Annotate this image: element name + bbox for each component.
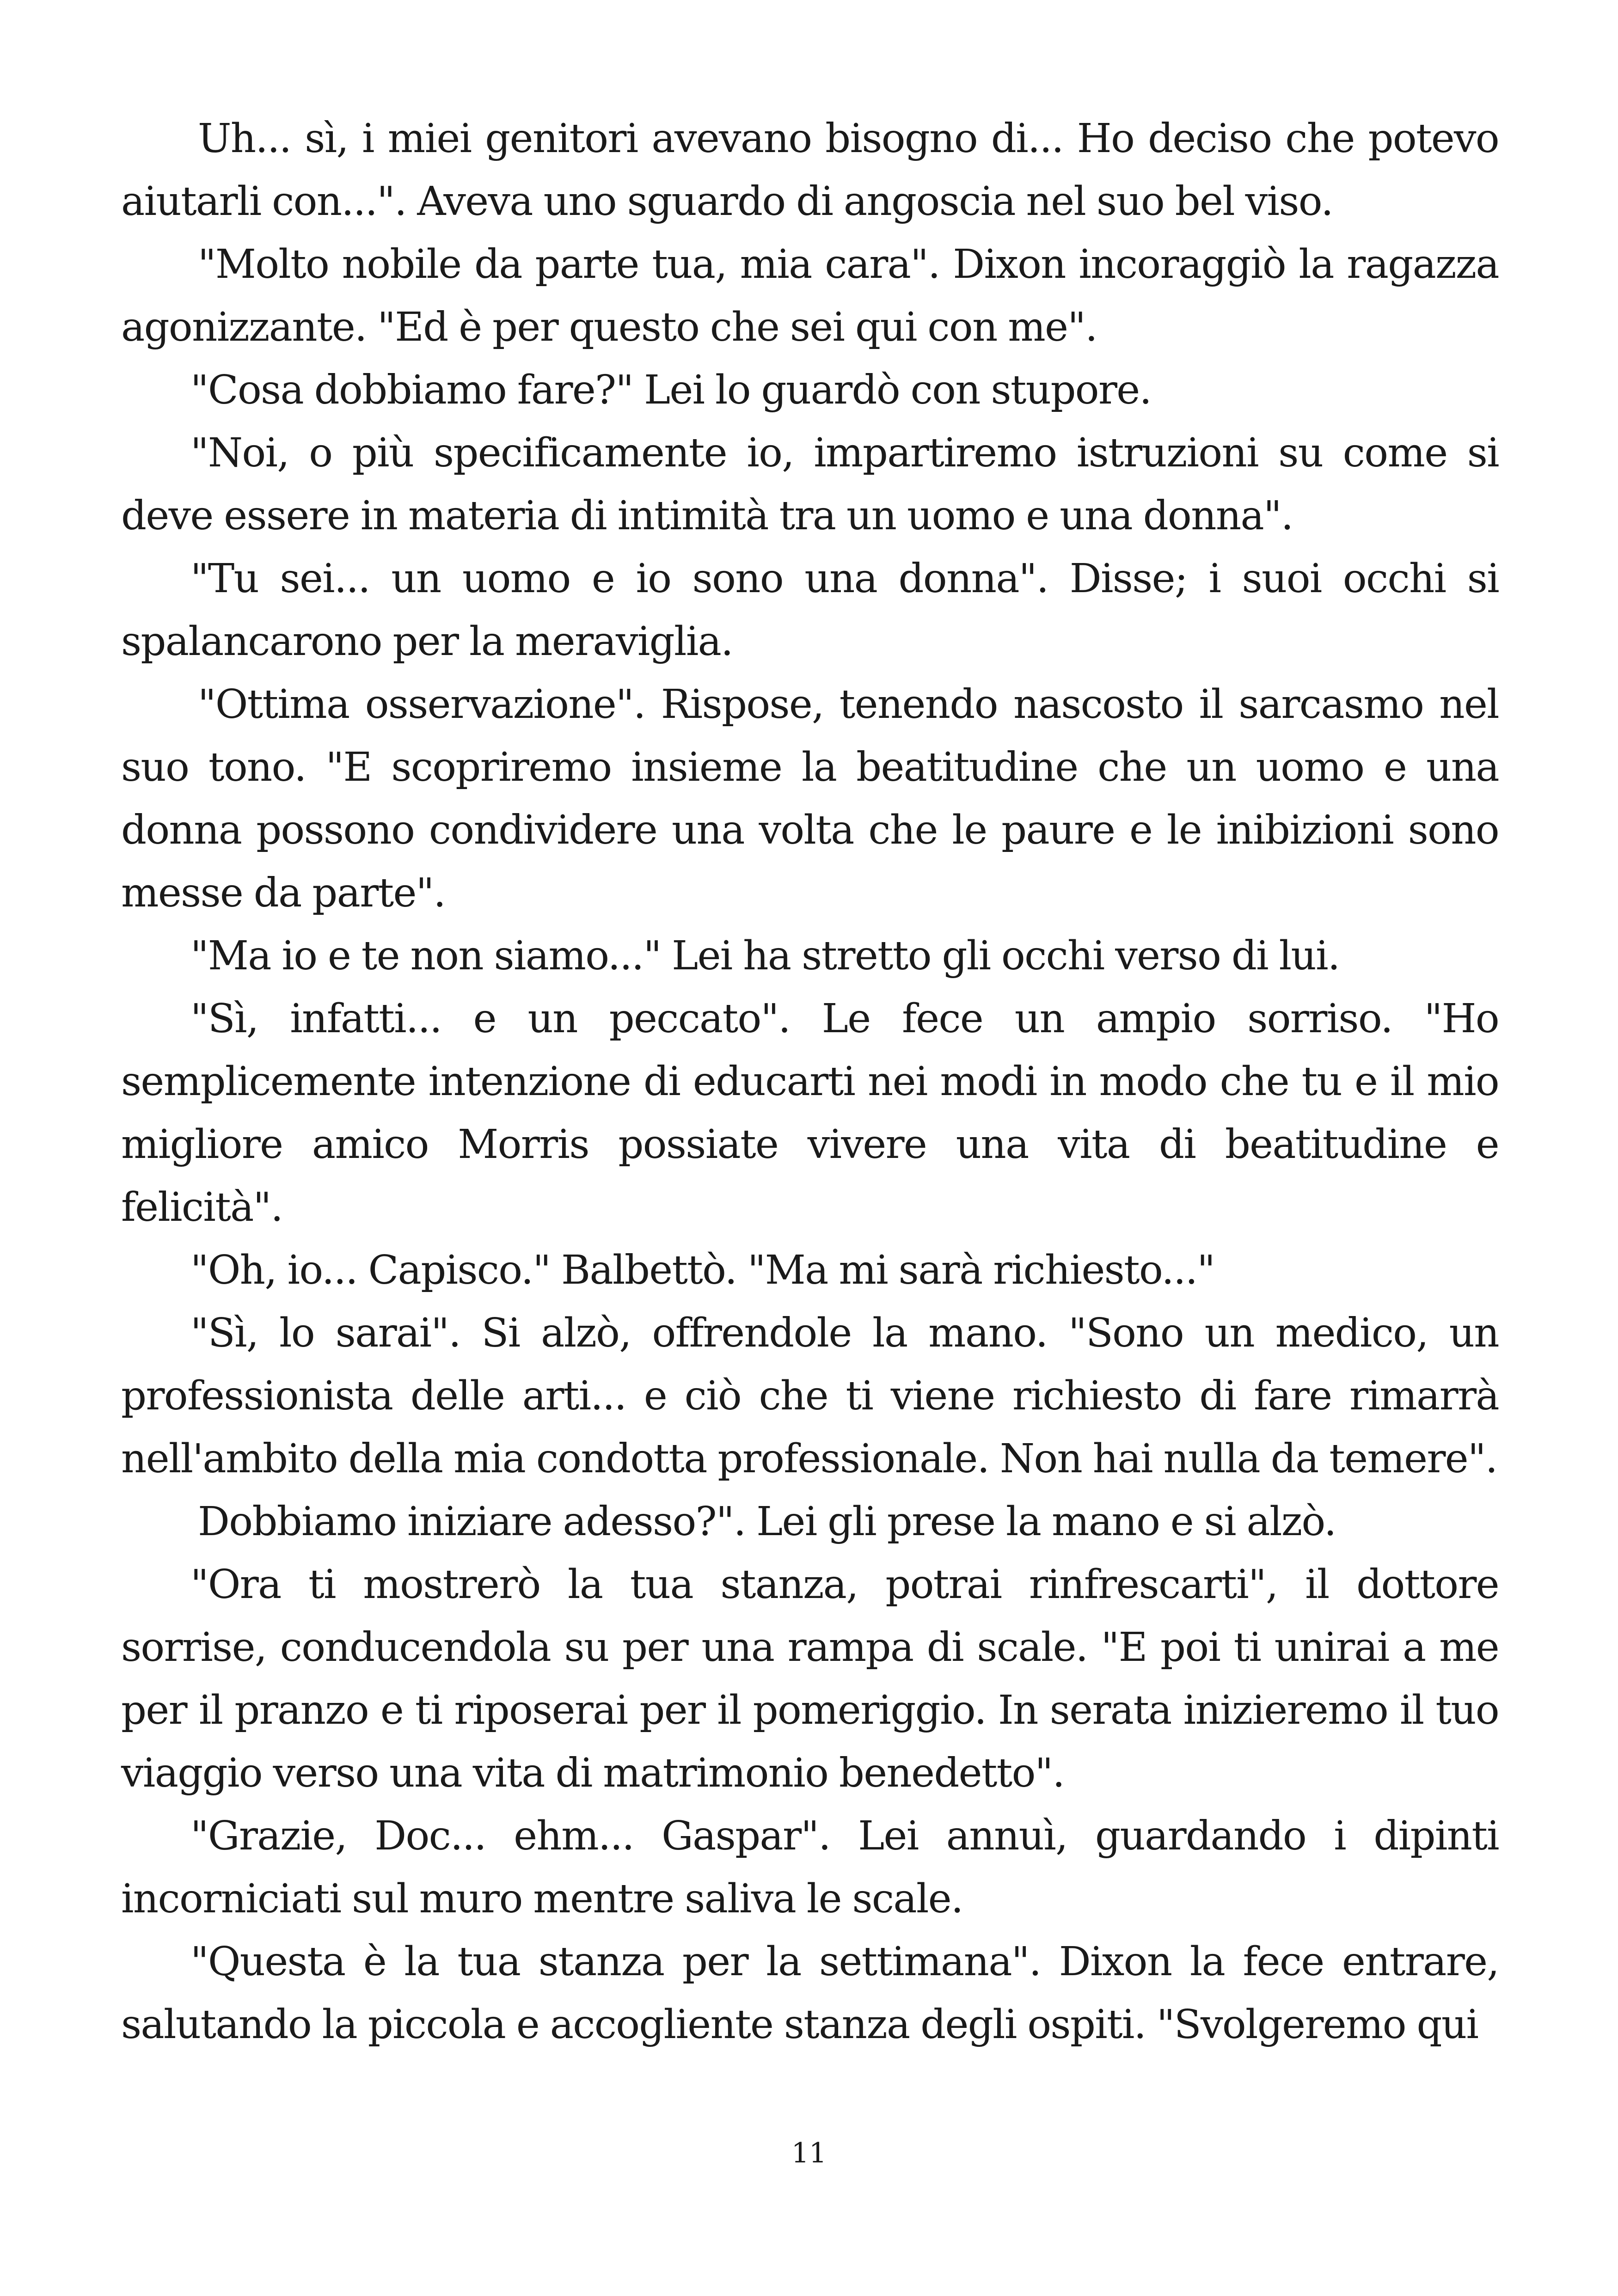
paragraph: "Noi, o più specificamente io, impartiremo istruzioni su come si deve essere in materia di intimità tra un uomo e una donna". <box>121 430 1499 539</box>
paragraph: "Ma io e te non siamo..." Lei ha stretto gli occhi verso di lui. <box>190 933 1340 979</box>
paragraph: "Cosa dobbiamo fare?" Lei lo guardò con stupore. <box>190 367 1152 413</box>
page-number: 11 <box>791 2137 827 2169</box>
paragraph: "Tu sei... un uomo e io sono una donna". Disse; i suoi occhi si spalancarono per la meraviglia. <box>121 556 1499 665</box>
paragraph: Dobbiamo iniziare adesso?". Lei gli prese la mano e si alzò. <box>198 1499 1336 1545</box>
paragraph: "Questa è la tua stanza per la settimana". Dixon la fece entrare, salutando la piccola e accogliente stanza degli ospiti. "Svolgeremo qui <box>121 1939 1499 2048</box>
paragraph: Uh... sì, i miei genitori avevano bisogno di... Ho deciso che potevo aiutarli con...". Aveva uno sguardo di angoscia nel suo bel viso. <box>121 116 1499 225</box>
body-text <box>121 107 1499 2056</box>
paragraph: "Ora ti mostrerò la tua stanza, potrai rinfrescarti", il dottore sorrise, conducendola su per una rampa di scale. "E poi ti unirai a me per il pranzo e ti riposerai per il pomeriggio. In serata inizieremo il tuo viaggio verso una vita di matrimonio benedetto". <box>121 1561 1499 1796</box>
paragraph: "Molto nobile da parte tua, mia cara". Dixon incoraggiò la ragazza agonizzante. "Ed è per questo che sei qui con me". <box>121 241 1499 350</box>
paragraph: "Ottima osservazione". Rispose, tenendo nascosto il sarcasmo nel suo tono. "E scopriremo insieme la beatitudine che un uomo e una donna possono condividere una volta che le paure e le inibizioni sono messe da parte". <box>121 681 1499 916</box>
paragraph: "Sì, lo sarai". Si alzò, offrendole la mano. "Sono un medico, un professionista delle arti... e ciò che ti viene richiesto di fare rimarrà nell'ambito della mia condotta professionale. Non hai nulla da temere". <box>121 1310 1499 1482</box>
paragraph: "Oh, io... Capisco." Balbettò. "Ma mi sarà richiesto..." <box>190 1247 1215 1293</box>
paragraph: "Grazie, Doc... ehm... Gaspar". Lei annuì, guardando i dipinti incorniciati sul muro mentre saliva le scale. <box>121 1813 1499 1922</box>
paragraph: "Sì, infatti... e un peccato". Le fece un ampio sorriso. "Ho semplicemente intenzione di educarti nei modi in modo che tu e il mio migliore amico Morris possiate vivere una vita di beatitudine e felicità". <box>121 996 1499 1231</box>
